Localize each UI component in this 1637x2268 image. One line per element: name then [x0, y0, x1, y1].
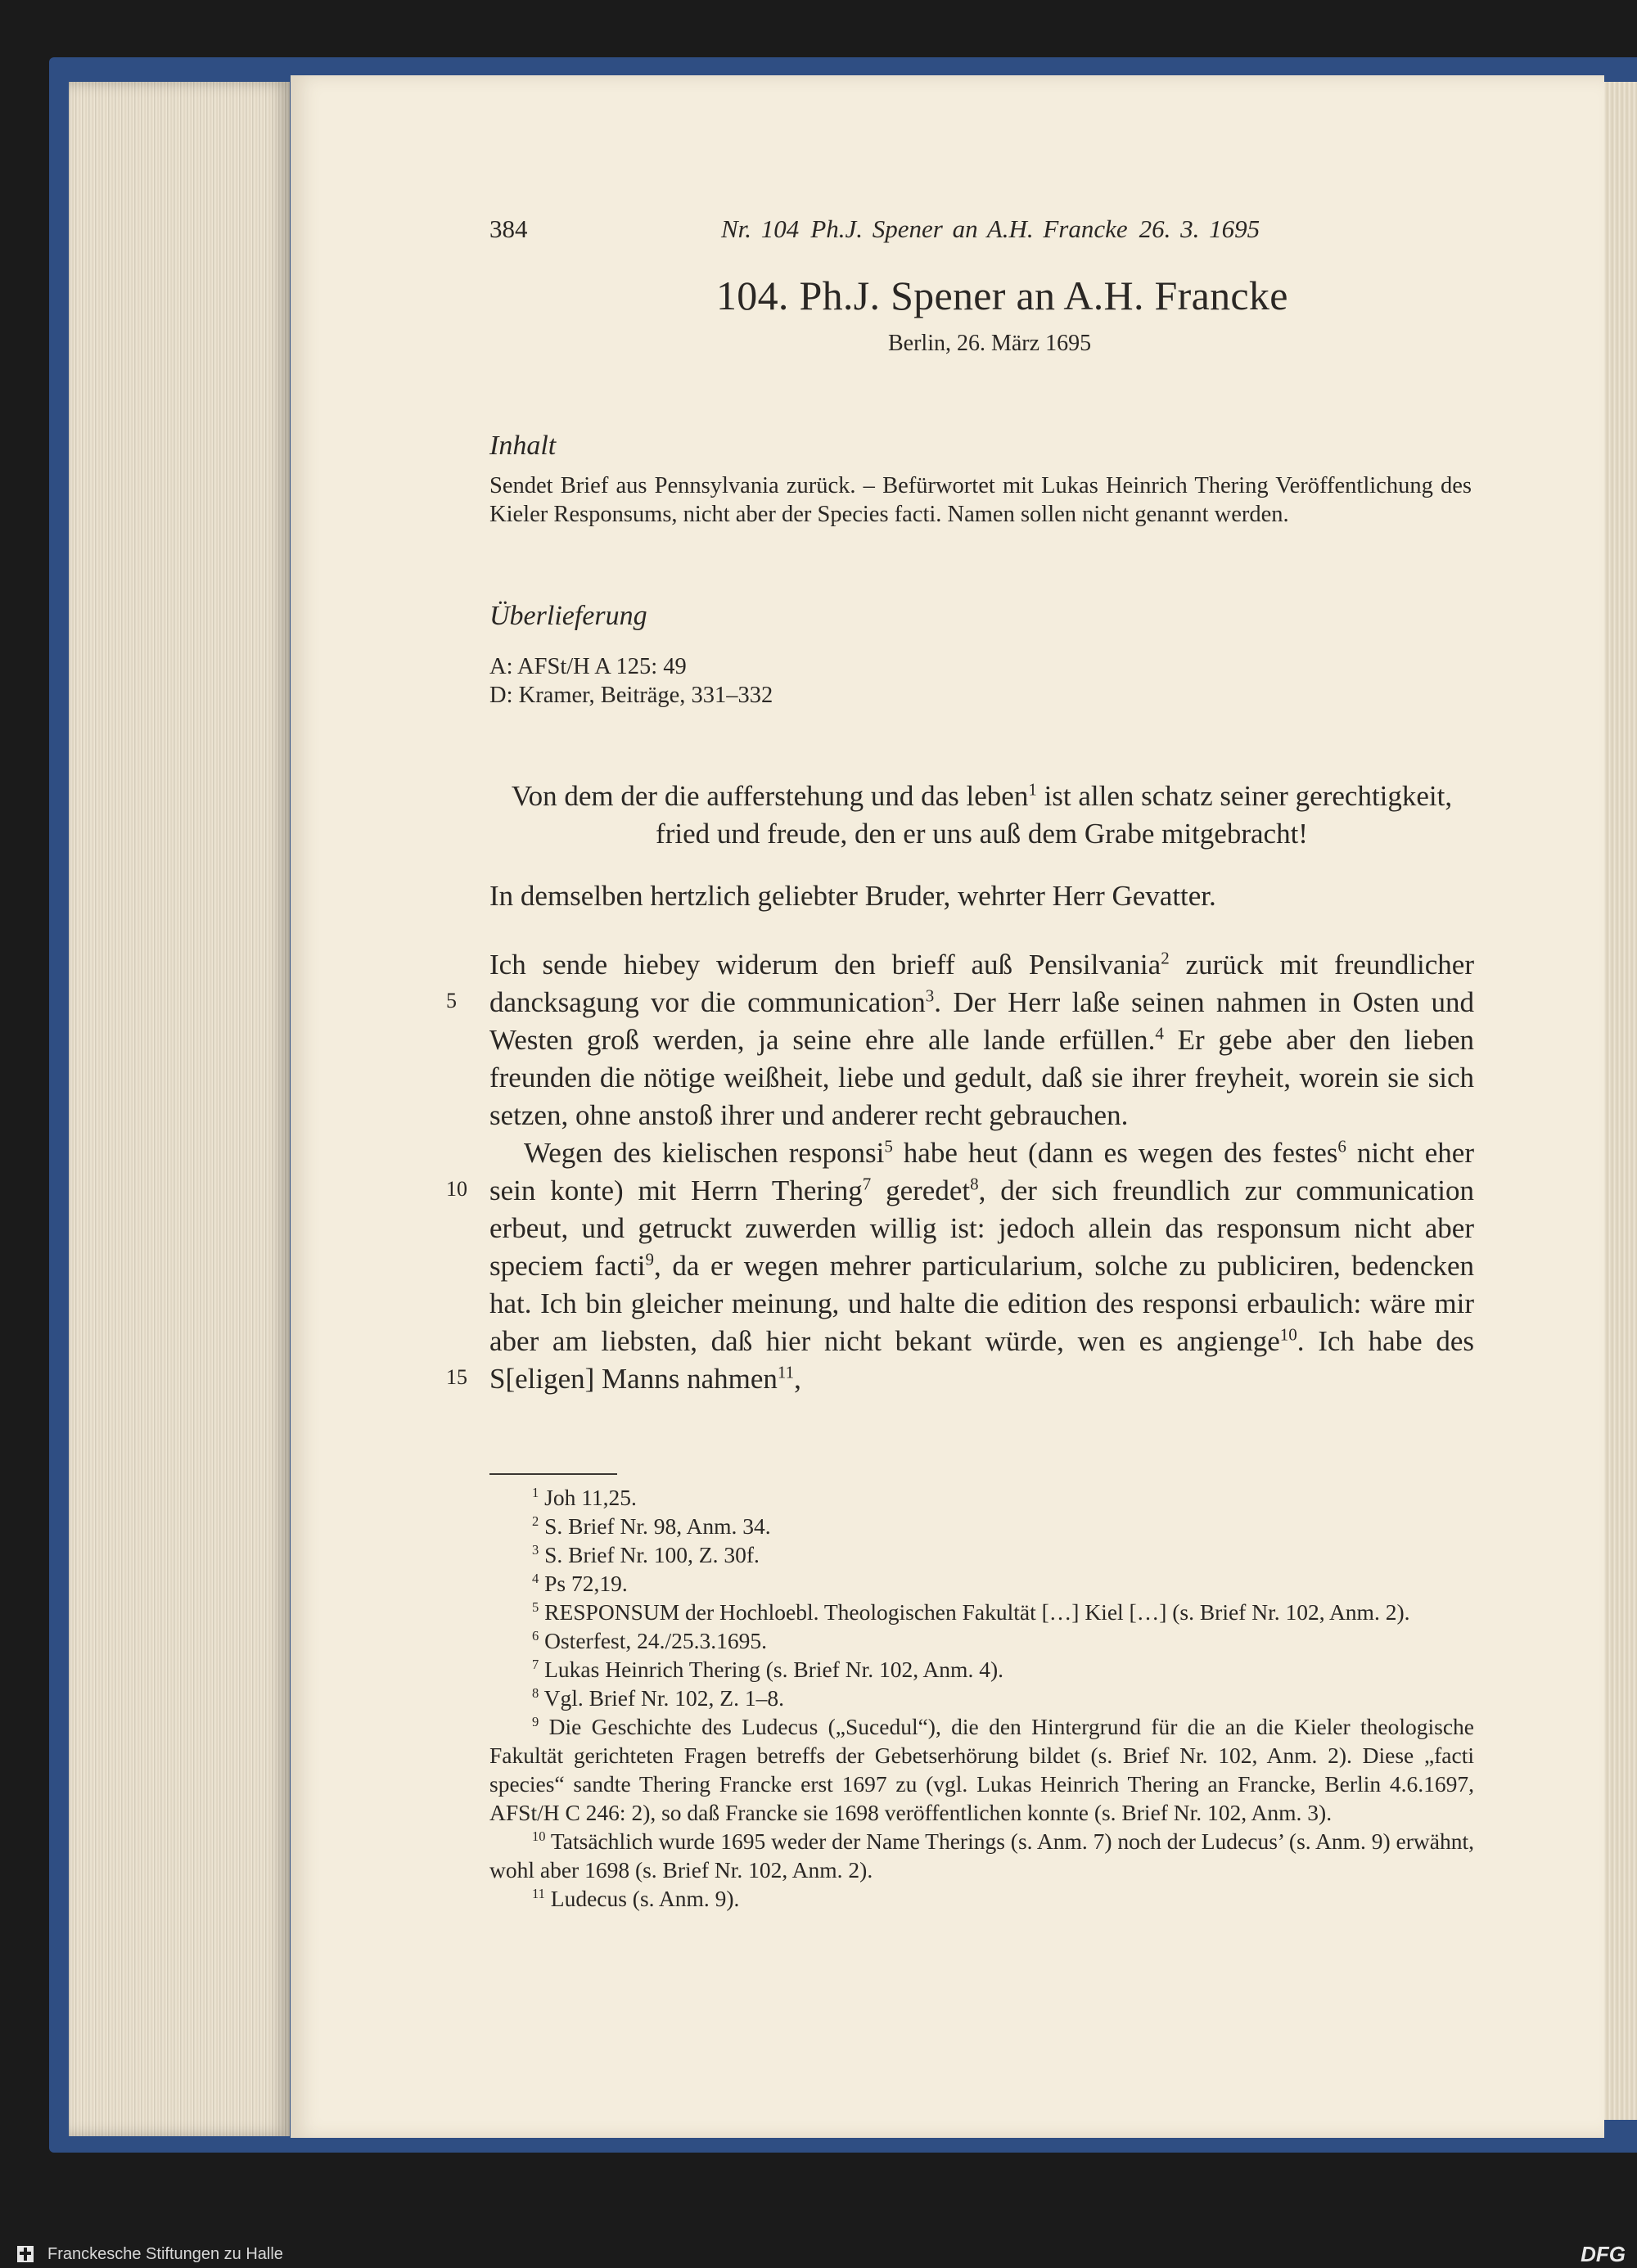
running-title-date: 26. 3. 1695: [1139, 214, 1260, 243]
body-text: zurück mit freundlicher dancksagung vor die communication: [489, 949, 1474, 1018]
footnote-text: Vgl. Brief Nr. 102, Z. 1–8.: [543, 1685, 784, 1711]
footnote: [489, 1540, 1474, 1569]
footnote-number: 10: [532, 1828, 546, 1845]
footnote-text: Joh 11,25.: [544, 1485, 637, 1510]
footnote: [489, 1512, 1474, 1540]
book-page: [291, 75, 1604, 2138]
body-paragraph-1: [489, 946, 1474, 1134]
footnote: [489, 1655, 1474, 1684]
footnote-text: Lukas Heinrich Thering (s. Brief Nr. 102, Anm. 4).: [544, 1657, 1003, 1682]
running-title-names: Ph.J. Spener an A.H. Francke: [810, 214, 1128, 243]
body-text: Ich sende hiebey widerum den brieff auß Pensilvania: [489, 949, 1161, 981]
ueberlieferung-line: D: Kramer, Beiträge, 331–332: [489, 683, 773, 708]
greeting-paragraph: [489, 778, 1474, 853]
footnote-text: Die Geschichte des Ludecus („Sucedul“), die den Hintergrund für die an die Kieler theologische Fakultät gerichteten Fragen betreffs der Gebetserhörung bildet (s. Brief Nr. 102, Anm. 2). Diese „facti species“ sandte Thering Francke erst 1697 zu (vgl. Lukas Heinrich Thering an Francke, Berlin 4.6.1697, AFSt/H C 246: 2), so daß Francke sie 1698 veröffentlichen konnte (s. Brief Nr. 102, Anm. 3).: [489, 1714, 1474, 1825]
line-number: 15: [446, 1365, 467, 1389]
letter-body: [489, 946, 1474, 1398]
footnote-text: RESPONSUM der Hochloebl. Theologischen Fakultät […] Kiel […] (s. Brief Nr. 102, Anm. 2).: [544, 1599, 1410, 1625]
stiftungen-logo-icon: [15, 2243, 36, 2266]
footnote-ref: 8: [970, 1174, 979, 1194]
dfg-logo: DFG: [1581, 2242, 1626, 2266]
body-text: , der sich freundlich zur communication erbeut, und getruckt zuwerden willig ist: jedoch allein das responsum nicht aber speciem facti: [489, 1175, 1475, 1282]
footnote-number: 11: [532, 1886, 545, 1902]
footnote-ref: 7: [862, 1174, 872, 1194]
footnote-text: S. Brief Nr. 98, Anm. 34.: [544, 1513, 771, 1539]
letter-greeting: [489, 778, 1474, 853]
footnote-ref: 10: [1279, 1324, 1297, 1345]
footnote-number: 3: [532, 1542, 539, 1558]
footnote-number: 9: [532, 1714, 539, 1730]
body-text: . Ich habe des S[eligen] Manns nahmen: [489, 1325, 1474, 1395]
body-text: geredet: [871, 1175, 971, 1206]
running-title: [721, 214, 1260, 244]
body-text: habe heut (dann es wegen des festes: [892, 1137, 1338, 1169]
footer-institution: Franckesche Stiftungen zu Halle: [47, 2245, 283, 2263]
footnote-number: 6: [532, 1628, 539, 1644]
footnote: [489, 1884, 1474, 1913]
line-number: 10: [446, 1177, 467, 1201]
body-text: Er gebe aber den lieben freunden die nötige weißheit, liebe und gedult, daß sie ihrer freyheit, worein sie sich setzen, ohne anstoß ihrer und anderer recht gebrauchen.: [489, 1024, 1474, 1131]
footnote-text: Osterfest, 24./25.3.1695.: [544, 1628, 768, 1653]
right-page-edges: [1600, 82, 1637, 2120]
footnote-ref: 9: [645, 1249, 654, 1269]
footnote-ref: 6: [1337, 1136, 1346, 1157]
footnote-separator: [489, 1473, 617, 1475]
footnote-number: 4: [532, 1571, 539, 1587]
inhalt-text: [489, 471, 1472, 529]
body-text: nicht eher sein konte) mit Herrn Thering: [489, 1137, 1474, 1206]
footnote-ref: 5: [884, 1136, 893, 1157]
running-title-nr: Nr. 104: [721, 214, 800, 243]
body-paragraph-2: [489, 1134, 1474, 1398]
footnote-number: 1: [532, 1485, 539, 1501]
salutation: In demselben hertzlich geliebter Bruder, wehrter Herr Gevatter.: [489, 880, 1216, 912]
footnote: [489, 1827, 1474, 1884]
line-number: 5: [446, 989, 457, 1012]
footnote-ref: 3: [925, 985, 935, 1006]
footnote-text: Tatsächlich wurde 1695 weder der Name Therings (s. Anm. 7) noch der Ludecus’ (s. Anm. 9) erwähnt, wohl aber 1698 (s. Brief Nr. 102, Anm. 2).: [489, 1828, 1474, 1882]
body-text: . Der Herr laße seinen nahmen in Osten und Westen groß werden, ja seine ehre alle lande erfüllen.: [489, 986, 1474, 1056]
footnote: [489, 1684, 1474, 1712]
body-text: ,: [794, 1363, 801, 1395]
footnote-ref: 11: [777, 1362, 795, 1382]
footnote-text: Ps 72,19.: [544, 1571, 628, 1596]
footnote-ref: 4: [1155, 1023, 1164, 1044]
letter-place-date: Berlin, 26. März 1695: [888, 331, 1092, 356]
body-text: Wegen des kielischen responsi: [524, 1137, 885, 1169]
ueberlieferung-line: A: AFSt/H A 125: 49: [489, 654, 687, 679]
footnotes: [489, 1483, 1474, 1913]
body-text: , da er wegen mehrer particularium, solche zu publiciren, bedencken hat. Ich bin gleicher meinung, und halte die edition des responsi erbaulich: wäre mir aber am liebsten, daß hier nicht bekant würde, wen es angienge: [489, 1250, 1474, 1357]
ueberlieferung-list: [489, 652, 1472, 710]
ueberlieferung-heading: Überlieferung: [489, 601, 647, 631]
footnote-text: S. Brief Nr. 100, Z. 30f.: [544, 1542, 760, 1567]
footnote-number: 7: [532, 1657, 539, 1673]
footnote: [489, 1626, 1474, 1655]
inhalt-paragraph: Sendet Brief aus Pennsylvania zurück. – Befürwortet mit Lukas Heinrich Thering Veröffentlichung des Kieler Responsums, nicht aber der Species facti. Namen sollen nicht genannt werden.: [489, 473, 1472, 527]
letter-salutation: [489, 877, 1474, 915]
footnote: [489, 1569, 1474, 1598]
letter-title: 104. Ph.J. Spener an A.H. Francke: [716, 273, 1288, 318]
greeting-text: ist allen schatz seiner gerechtigkeit, fried und freude, den er uns auß dem Grabe mitgebracht!: [656, 780, 1453, 850]
footnote-ref: 2: [1161, 948, 1170, 968]
footnote: [489, 1712, 1474, 1827]
inhalt-heading: Inhalt: [489, 431, 557, 461]
footnote: [489, 1598, 1474, 1626]
footnote-number: 8: [532, 1685, 539, 1702]
page-edges: [69, 82, 290, 2136]
footnote-text: Ludecus (s. Anm. 9).: [550, 1886, 740, 1911]
page-number: 384: [489, 214, 528, 243]
footnote: [489, 1483, 1474, 1512]
footnote-number: 2: [532, 1513, 539, 1530]
footnote-ref: 1: [1028, 779, 1037, 800]
footnote-number: 5: [532, 1599, 539, 1616]
greeting-text: Von dem der die aufferstehung und das leben: [511, 780, 1029, 812]
